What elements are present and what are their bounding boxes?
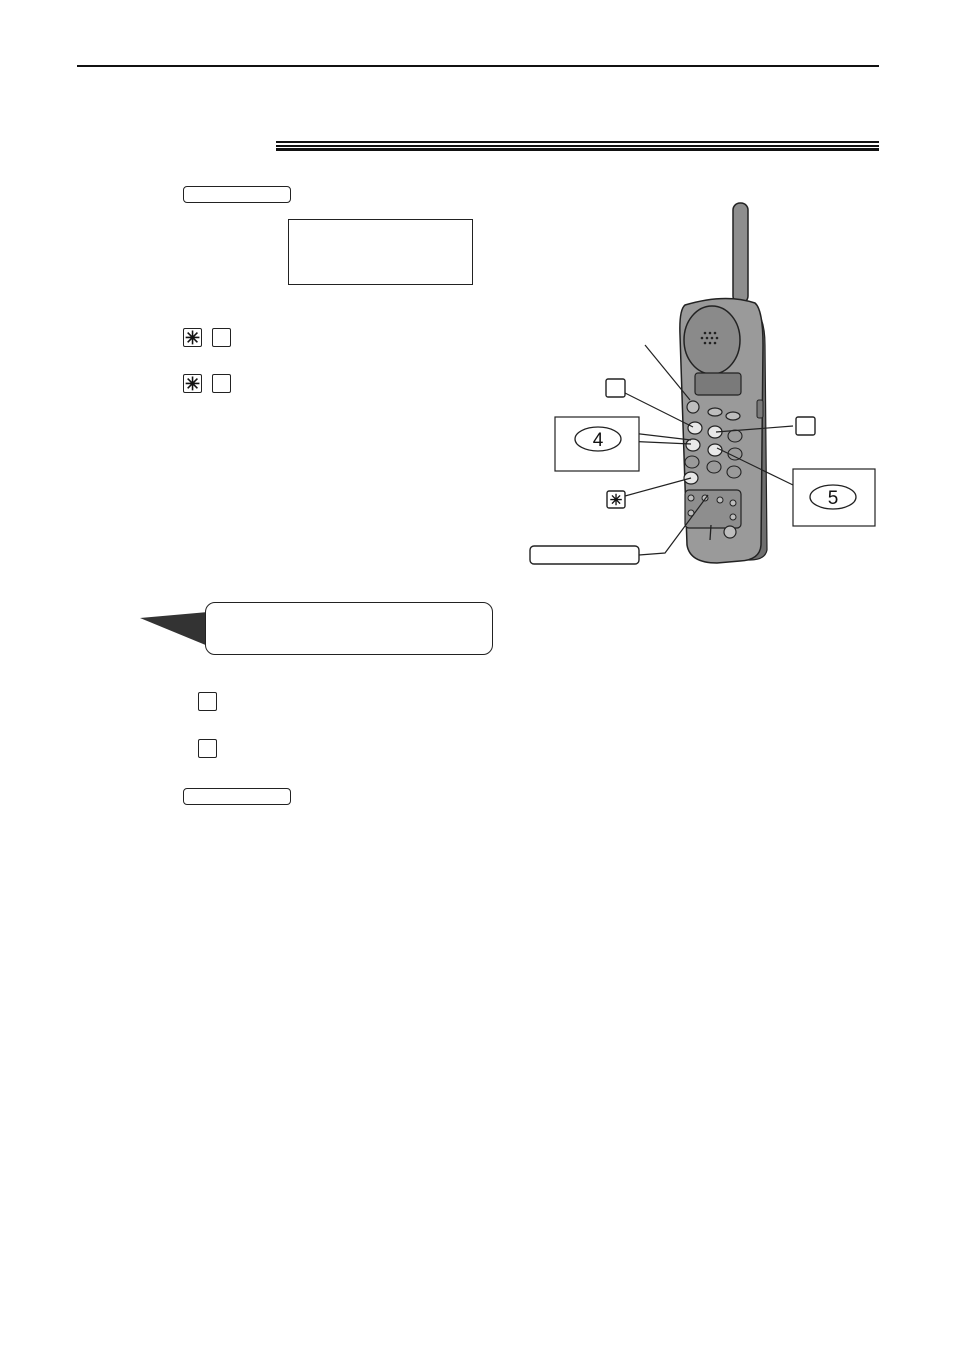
step4-key [198,692,217,711]
step5-key [198,739,217,758]
callout-pointer [140,612,212,648]
note-callout [205,602,493,655]
digit-4-label: 4 [592,430,604,451]
soft-key-label-box [606,379,625,397]
star-key-label: ✳ [609,492,623,509]
step3-star-key: ✳ [184,374,201,394]
step2-digit-key [212,328,231,347]
step1-button-label [183,186,291,203]
cordless-handset-illustration [525,195,885,590]
step3-digit-key [212,374,231,393]
section-title-rule [276,141,879,151]
step2-star-key: ✳ [184,328,201,348]
header-rule [77,65,879,67]
final-button-label [183,788,291,805]
display-screen [288,219,473,285]
digit-5-label: 5 [827,488,839,509]
right-key-label-box [796,417,815,435]
